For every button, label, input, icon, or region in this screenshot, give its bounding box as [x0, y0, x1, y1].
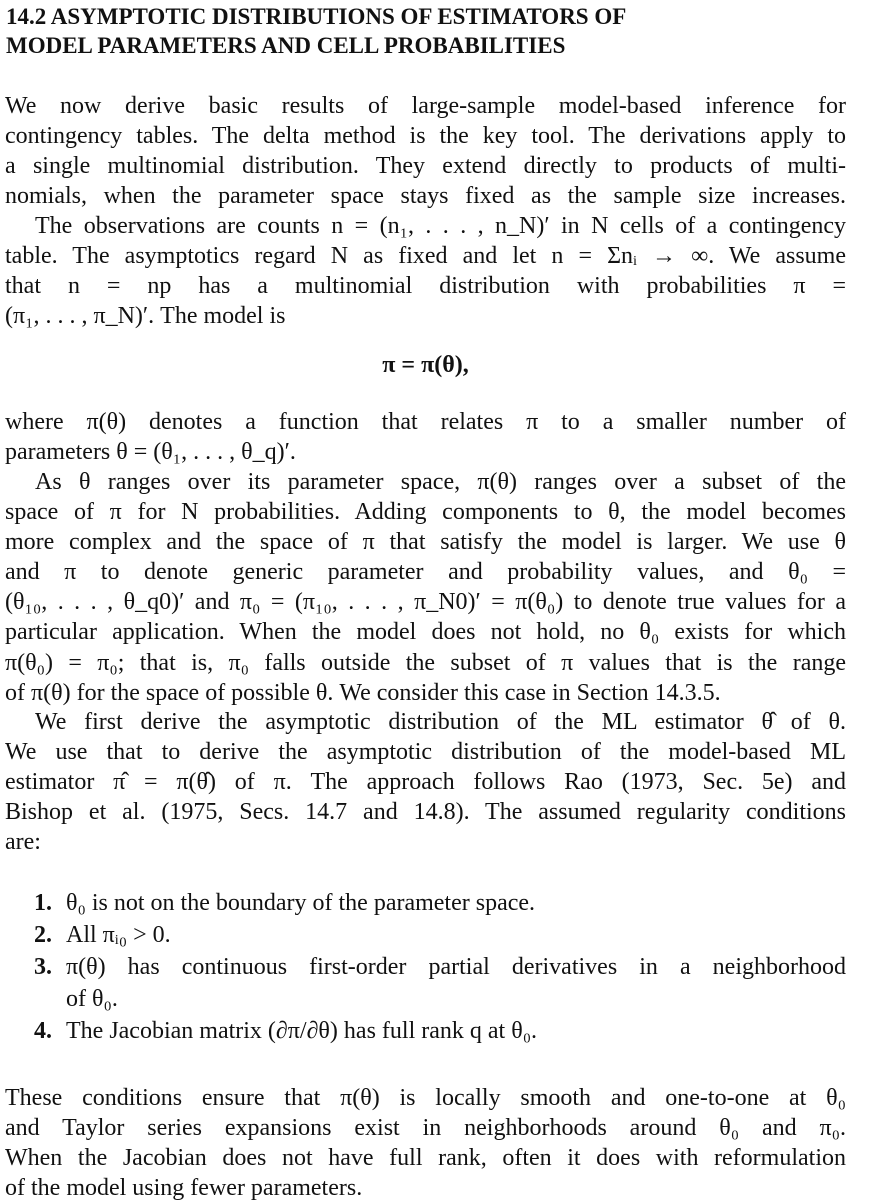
text-line: (π₁, . . . , π_N)′. The model is [5, 303, 286, 330]
list-number: 3. [34, 954, 52, 980]
paragraph-observations [5, 211, 846, 331]
text-line: nomials, when the parameter space stays fixed as the sample size increases. [5, 183, 846, 210]
list-number: 4. [34, 1018, 52, 1044]
text-line: π(θ₀) = π₀; that is, π₀ falls outside the subset of π values that is the range [5, 649, 846, 676]
list-item [34, 951, 846, 983]
list-item [34, 1015, 846, 1047]
text-line: The observations are counts n = (n₁, . . . , n_N)′ in N cells of a contingency [35, 213, 846, 239]
text-line: (θ₁₀, . . . , θ_q0)′ and π₀ = (π₁₀, . . . , π_N0)′ = π(θ₀) to denote true values for a [5, 589, 846, 616]
list-number: 2. [34, 922, 52, 948]
regularity-conditions-list [34, 887, 846, 1047]
list-text: The Jacobian matrix (∂π/∂θ) has full rank q at θ₀. [66, 1018, 538, 1044]
text-line: that n = np has a multinomial distribution with probabilities π = [5, 273, 846, 300]
text-line: where π(θ) denotes a function that relates π to a smaller number of [5, 409, 846, 435]
text-line: We first derive the asymptotic distribution of the ML estimator θ̂ of θ. [35, 709, 846, 735]
list-text: θ₀ is not on the boundary of the parameter space. [66, 890, 536, 916]
text-line: These conditions ensure that π(θ) is locally smooth and one-to-one at θ₀ [5, 1085, 846, 1111]
section-heading [6, 2, 866, 60]
text-line: of π(θ) for the space of possible θ. We consider this case in Section 14.3.5. [5, 679, 721, 706]
list-number: 1. [34, 890, 52, 916]
text-line: Bishop et al. (1975, Secs. 14.7 and 14.8). The assumed regularity conditions [5, 799, 846, 826]
list-text: All πᵢ₀ > 0. [66, 922, 171, 948]
text-line: particular application. When the model does not hold, no θ₀ exists for which [5, 619, 846, 646]
list-text-continued: of θ₀. [66, 986, 118, 1012]
text-line: a single multinomial distribution. They extend directly to products of multi- [5, 153, 846, 180]
text-line: more complex and the space of π that satisfy the model is larger. We use θ [5, 529, 846, 556]
paragraph-parameter-space [5, 467, 846, 708]
text-line: table. The asymptotics regard N as fixed and let n = Σnᵢ → ∞. We assume [5, 243, 846, 270]
list-item [34, 919, 846, 951]
model-equation: π = π(θ), [382, 352, 469, 378]
paragraph-ml-estimator [5, 707, 846, 857]
text-line: of the model using fewer parameters. [5, 1175, 363, 1202]
heading-line-1: 14.2 ASYMPTOTIC DISTRIBUTIONS OF ESTIMATORS OF [6, 4, 627, 29]
text-line: As θ ranges over its parameter space, π(θ) ranges over a subset of the [35, 469, 846, 495]
text-line: and π to denote generic parameter and probability values, and θ₀ = [5, 559, 846, 586]
paragraph-conclusion [5, 1083, 846, 1203]
heading-line-2: MODEL PARAMETERS AND CELL PROBABILITIES [6, 33, 566, 58]
paragraph-where [5, 407, 846, 467]
text-line: When the Jacobian does not have full rank, often it does with reformulation [5, 1145, 846, 1172]
list-text: π(θ) has continuous first-order partial derivatives in a neighborhood [66, 954, 846, 980]
display-equation [5, 350, 846, 380]
text-line: are: [5, 829, 41, 856]
text-line: space of π for N probabilities. Adding components to θ, the model becomes [5, 499, 846, 526]
paragraph-intro [5, 91, 846, 211]
text-line: and Taylor series expansions exist in neighborhoods around θ₀ and π₀. [5, 1115, 846, 1142]
list-item [34, 887, 846, 919]
text-line: We now derive basic results of large-sample model-based inference for [5, 93, 846, 119]
text-line: contingency tables. The delta method is the key tool. The derivations apply to [5, 123, 846, 150]
text-line: We use that to derive the asymptotic distribution of the model-based ML [5, 739, 846, 766]
text-line: estimator π̂ = π(θ̂) of π. The approach follows Rao (1973, Sec. 5e) and [5, 769, 847, 796]
text-line: parameters θ = (θ₁, . . . , θ_q)′. [5, 439, 296, 466]
